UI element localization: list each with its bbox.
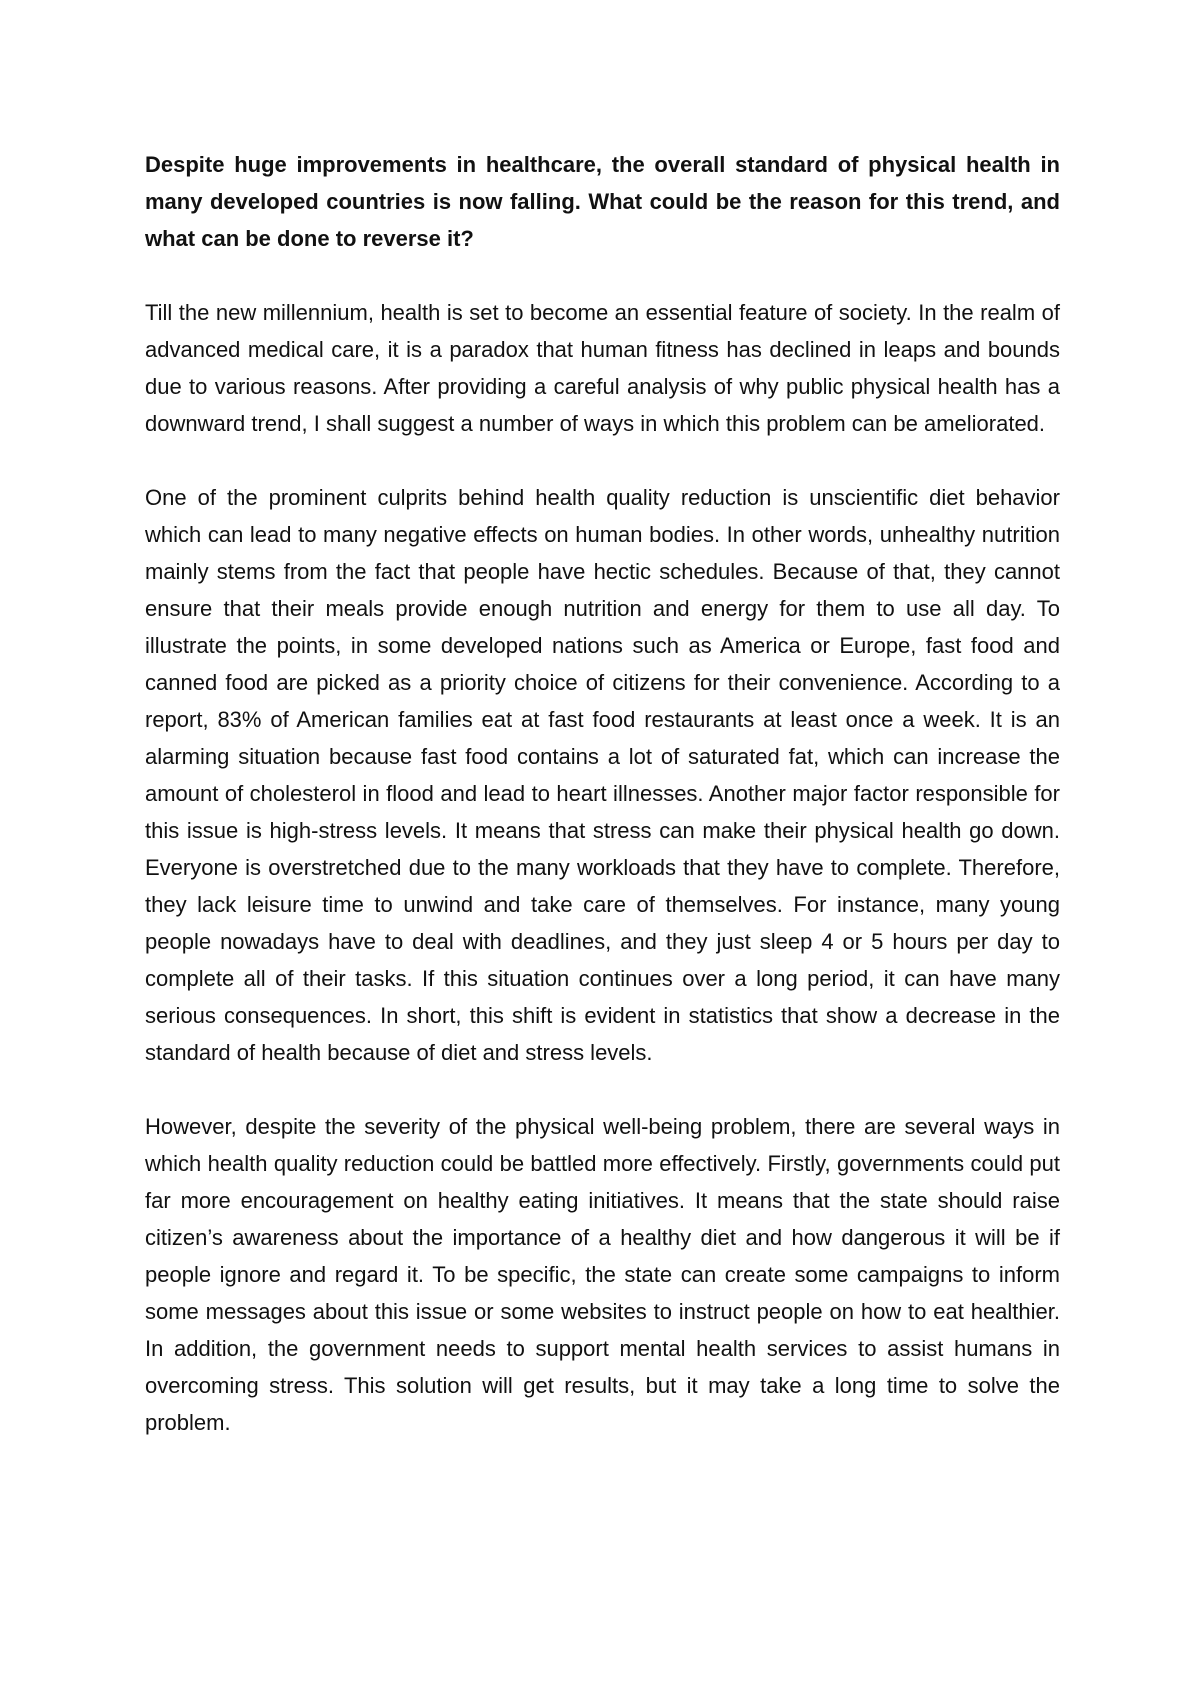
- document-body: [145, 146, 1060, 1441]
- paragraph-causes: One of the prominent culprits behind health quality reduction is unscientific diet behavior which can lead to many negative effects on human bodies. In other words, unhealthy nutrition mainly stems from the fact that people have hectic schedules. Because of that, they cannot ensure that their meals provide enough nutrition and energy for them to use all day. To illustrate the points, in some developed nations such as America or Europe, fast food and canned food are picked as a priority choice of citizens for their convenience. According to a report, 83% of American families eat at fast food restaurants at least once a week. It is an alarming situation because fast food contains a lot of saturated fat, which can increase the amount of cholesterol in flood and lead to heart illnesses. Another major factor responsible for this issue is high-stress levels. It means that stress can make their physical health go down. Everyone is overstretched due to the many workloads that they have to complete. Therefore, they lack leisure time to unwind and take care of themselves. For instance, many young people nowadays have to deal with deadlines, and they just sleep 4 or 5 hours per day to complete all of their tasks. If this situation continues over a long period, it can have many serious consequences. In short, this shift is evident in statistics that show a decrease in the standard of health because of diet and stress levels.: [145, 485, 1060, 1065]
- paragraph-introduction: Till the new millennium, health is set to become an essential feature of society. In the realm of advanced medical care, it is a paradox that human fitness has declined in leaps and bounds due to various reasons. After providing a careful analysis of why public physical health has a downward trend, I shall suggest a number of ways in which this problem can be ameliorated.: [145, 300, 1060, 436]
- essay-question: Despite huge improvements in healthcare, the overall standard of physical health in many developed countries is now falling. What could be the reason for this trend, and what can be done to reverse it?: [145, 152, 1060, 251]
- paragraph-solutions: However, despite the severity of the physical well-being problem, there are several ways in which health quality reduction could be battled more effectively. Firstly, governments could put far more encouragement on healthy eating initiatives. It means that the state should raise citizen’s awareness about the importance of a healthy diet and how dangerous it will be if people ignore and regard it. To be specific, the state can create some campaigns to inform some messages about this issue or some websites to instruct people on how to eat healthier. In addition, the government needs to support mental health services to assist humans in overcoming stress. This solution will get results, but it may take a long time to solve the problem.: [145, 1114, 1060, 1435]
